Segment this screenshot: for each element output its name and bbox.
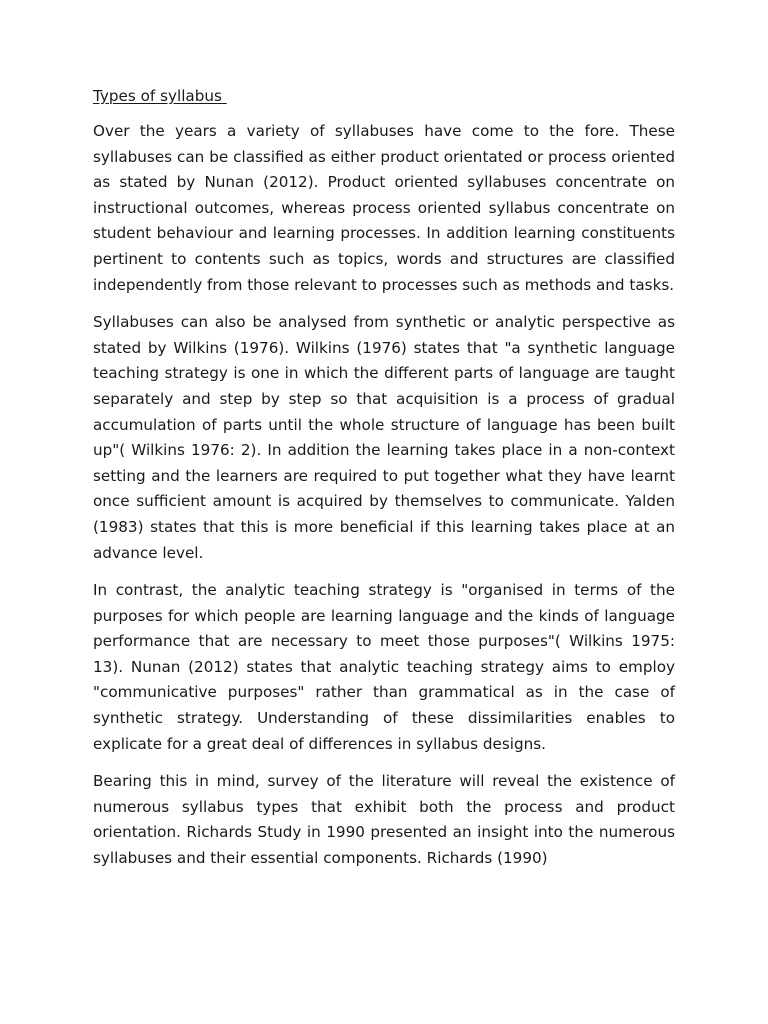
paragraph-3: In contrast, the analytic teaching strategy is "organised in terms of the purposes for which people are learning language and the kinds of language performance that are necessary to meet those purposes"( Wilkins 1975: 13). Nunan (2012) states that analytic teaching strategy aims to employ "communicative purposes" rather than grammatical as in the case of synthetic strategy. Understanding of these dissimilarities enables to explicate for a great deal of differences in syllabus designs. bbox=[93, 581, 675, 753]
paragraph-4: Bearing this in mind, survey of the literature will reveal the existence of numerous syllabus types that exhibit both the process and product orientation. Richards Study in 1990 presented an insight into the numerous syllabuses and their essential components. Richards (1990) bbox=[93, 772, 675, 868]
paragraph-2: Syllabuses can also be analysed from synthetic or analytic perspective as stated by Wilkins (1976). Wilkins (1976) states that "a synthetic language teaching strategy is one in which the different parts of language are taught separately and step by step so that acquisition is a process of gradual accumulation of parts until the whole structure of language has been built up"( Wilkins 1976: 2). In addition the learning takes place in a non-context setting and the learners are required to put together what they have learnt once sufficient amount is acquired by themselves to communicate. Yalden (1983) states that this is more beneficial if this learning takes place at an advance level. bbox=[93, 313, 675, 562]
document-page bbox=[93, 86, 675, 884]
document-title: Types of syllabus bbox=[93, 87, 227, 105]
paragraph-1: Over the years a variety of syllabuses have come to the fore. These syllabuses can be classified as either product orientated or process oriented as stated by Nunan (2012). Product oriented syllabuses concentrate on instructional outcomes, whereas process oriented syllabus concentrate on student behaviour and learning processes. In addition learning constituents pertinent to contents such as topics, words and structures are classified independently from those relevant to processes such as methods and tasks. bbox=[93, 122, 675, 294]
